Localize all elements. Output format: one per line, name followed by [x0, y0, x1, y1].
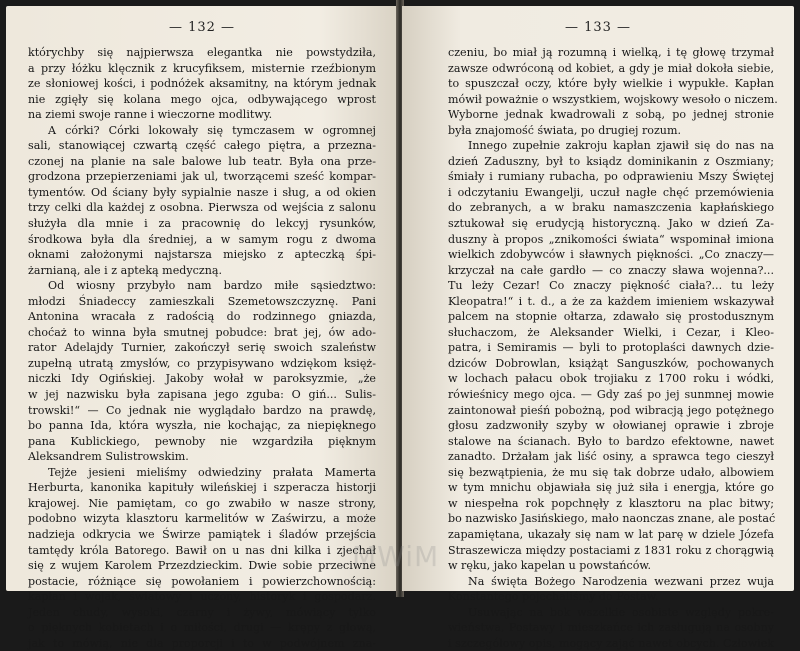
- text-line: żarnianą, ale i z apteką medyczną.: [28, 263, 222, 277]
- text-line: Konstantego pojechaliśmy do Postaw.: [448, 590, 659, 604]
- text-line: zapamiętana, ukazały się nam w lat parę w dziele Józefa: [448, 527, 774, 541]
- text-line: krajowej. Nie pamiętam, co go zwabiło w nasze strony,: [28, 496, 376, 510]
- text-line: i odczytaniu Ewangelji, uczuł nagłe chęć przemówienia: [448, 185, 774, 199]
- text-line: w ręku, jako kapelan u powstańców.: [448, 559, 652, 573]
- text-line: postacie, różniące się powołaniem i powierzchownością:: [28, 574, 376, 588]
- text-line: w lochach pałacu obok trojiaku z 1700 roku i wódki,: [448, 372, 774, 386]
- text-line: niczki Idy Ogińskiej. Jakoby wołał w paroksyzmie, „że: [28, 372, 376, 386]
- text-line: bo nazwisko Jasińskiego, mało naonczas znane, ale postać: [448, 512, 776, 526]
- text-line: patra, i Semiramis — byli to protoplaści dawnych dzie-: [448, 341, 774, 355]
- text-line: i szczegółowy opis, mogący zająć nawet obcych. Człowiek: [448, 636, 774, 650]
- text-line: się z wujem Karolem Przezdzieckim. Dwie sobie przeciwne: [28, 559, 376, 573]
- text-line: zaintonował pieśń pobożną, pod wibracją jego potężnego: [448, 403, 774, 417]
- text-line: wielkich zdobywców i sławnych piękności. „Co znaczy—: [448, 248, 774, 262]
- text-line: stalowe na ścianach. Było to bardzo efektowne, nawet: [448, 434, 774, 448]
- text-line: służyła dla mnie i za pracownię do lekcyj rysunków,: [28, 217, 376, 231]
- left-page: [6, 6, 398, 650]
- text-line: A córki? Córki lokowały się tymczasem w ogromnej: [48, 123, 376, 137]
- right-page-number: — 133 —: [564, 20, 632, 35]
- text-line: była znajomość świata, po drugiej rozum.: [448, 123, 681, 137]
- text-line: Tejże jesieni mieliśmy odwiedziny prałata Mamerta: [48, 465, 376, 479]
- text-line: do zebranych, a w braku namaszczenia kapłańskiego: [448, 201, 774, 215]
- text-line: Na święta Bożego Narodzenia wezwani przez wuja: [468, 574, 774, 588]
- text-line: tamtędy króla Batorego. Bawił on u nas dni kilka i zjechał: [28, 543, 376, 557]
- text-line: rator Adelajdy Turnier, zakończył serię swoich szaleństw: [28, 341, 376, 355]
- text-line: trowski!“ — Co jednak nie wyglądało bardzo na prawdę,: [28, 403, 376, 417]
- text-line: duszny à propos „znikomości świata“ wspominał imiona: [448, 232, 774, 246]
- right-page: [402, 6, 794, 650]
- text-line: wieństwa, Postawy i mieszkańce ich zasługują na osobny: [448, 621, 774, 635]
- text-line: sali, stanowiącej czwartą część całego piętra, a przezna-: [28, 139, 376, 153]
- text-line: ze słoniowej kości, i podnóżek aksamitny, na którym jednak: [28, 77, 376, 91]
- text-line: kapłan i wojak, światowy i uczony, historyk i gospodarz.: [28, 590, 376, 604]
- left-page-number: — 132 —: [168, 20, 236, 35]
- text-line: w niespełna rok popchnęły z klasztoru na plac bitwy;: [448, 496, 774, 510]
- text-line: jak to mówią, nie dla proporcji i to w podwójnem zna-: [28, 636, 376, 650]
- text-line: Tu leży Cezar! Co znaczy piękność ciała?... tu leży: [448, 279, 774, 293]
- left-page-text: [28, 45, 376, 651]
- text-line: w tym mnichu objawiała się już siła i energja, które go: [448, 481, 774, 495]
- text-line: sztukował się erudycją historyczną. Jako w dzień Za-: [448, 217, 774, 231]
- text-line: o pięknych kobietach i o miłości, drugi — krępy z głową,: [28, 621, 376, 635]
- text-line: pana Kublickiego, pewnoby nie wzgardziła pięknym: [28, 434, 376, 448]
- text-line: Usuwając na bok wszelkie osobiste względy pokre-: [468, 605, 774, 619]
- text-line: a przy łóżku klęcznik z krucyfiksem, misternie rzeźbionym: [28, 61, 376, 75]
- text-line: nie zgięły się kolana mego ojca, odbywającego wprost: [28, 92, 376, 106]
- text-line: Antonina wracała z radością do rodzinnego gniazda,: [28, 310, 376, 324]
- watermark-text: MWiM: [352, 540, 440, 573]
- text-line: krzyczał na całe gardło — co znaczy sława wojenna?...: [448, 263, 774, 277]
- text-line: zawsze odwróconą od kobiet, a gdy je miał dokoła siebie,: [448, 61, 774, 75]
- text-line: słuchaczom, że Aleksander Wielki, i Cezar, i Kleo-: [448, 325, 774, 339]
- right-page-text: [448, 45, 778, 651]
- text-line: młodzi Śniadeccy zamieszkali Szemetowszczyznę. Pani: [28, 294, 376, 308]
- text-line: Innego zupełnie zakroju kapłan zjawił się do nas na: [468, 139, 774, 153]
- text-line: mówił poważnie o wszystkiem, wojskowy wesoło o niczem.: [448, 92, 778, 106]
- text-line: grodzona przepierzeniami jak ul, tworzącemi sześć kompar-: [28, 170, 376, 184]
- text-line: Herburta, kanonika kapituły wileńskiej i szperacza historji: [28, 481, 376, 495]
- text-line: głosu zadzwoniły szyby w ołowianej oprawie i zbroje: [448, 419, 774, 433]
- text-line: trzy celki dla każdej z osobna. Pierwsza od wejścia z salonu: [28, 201, 376, 215]
- text-line: którychby się najpierwsza elegantka nie powstydziła,: [28, 46, 376, 59]
- text-line: bo panna Ida, która wyszła, nie kochając, za niepięknego: [28, 419, 376, 433]
- text-line: zupełną utratą zmysłów, co przypisywano wdziękom księż-: [28, 356, 376, 370]
- text-line: Kleopatra!“ i t. d., a że za każdem imieniem wskazywał: [448, 294, 774, 308]
- text-line: Od wiosny przybyło nam bardzo miłe sąsiedztwo:: [48, 279, 376, 293]
- text-line: zanadto. Drżałam jak liść osiny, a sprawca tego cieszył: [448, 450, 774, 464]
- text-line: dzień Zaduszny, był to ksiądz dominikanin z Oszmiany;: [448, 154, 774, 168]
- text-line: Jeden chudy, wysoki, czarny i żywy, mówiący tylko: [28, 605, 376, 619]
- text-line: Straszewicza między postaciami z 1831 roku z chorągwią: [448, 543, 774, 557]
- text-line: Aleksandrem Sulistrowskim.: [28, 450, 189, 464]
- text-line: tymentów. Od ściany były sypialnie nasze i sług, a od okien: [28, 185, 376, 199]
- text-line: śmiały i rumiany rubacha, po odprawieniu Mszy Świętej: [448, 170, 774, 184]
- text-line: środkowa była dla średniej, a w samym rogu z dwoma: [28, 232, 376, 246]
- text-line: nadzieja odkrycia we Świrze pamiątek i śladów przejścia: [28, 527, 376, 541]
- text-line: palcem na stopnie ołtarza, zdawało się prostodusznym: [448, 310, 774, 324]
- text-line: czeniu, bo miał ją rozumną i wielką, i tę głowę trzymał: [448, 46, 774, 59]
- text-line: czonej na planie na sale balowe lub teatr. Była ona prze-: [28, 154, 376, 168]
- text-line: choćaż to winna była smutnej pobudce: brat jej, ów ado-: [28, 325, 376, 339]
- text-line: oknami założonymi najstarsza miejsko z apteczką śpi-: [28, 248, 376, 262]
- text-line: w jej nazwisku była zapisana jego zguba: O giń... Sulis-: [28, 388, 376, 402]
- text-line: to spuszczał oczy, które były wielkie i wypukłe. Kapłan: [448, 77, 774, 91]
- text-line: podobno wizyta klasztoru karmelitów w Zaświrzu, a może: [28, 512, 376, 526]
- text-line: dziców Dobrowlan, książąt Sanguszków, pochowanych: [448, 356, 774, 370]
- text-line: Wyborne jednak kwadrowali z sobą, po jednej stronie: [448, 108, 774, 122]
- text-line: na ziemi swoje ranne i wieczorne modlitwy.: [28, 108, 273, 122]
- text-line: się bezwątpienia, że mu się tak dobrze udało, albowiem: [448, 465, 774, 479]
- text-line: rówieśnicy mego ojca. — Gdy zaś po jej sunmnej mowie: [448, 388, 774, 402]
